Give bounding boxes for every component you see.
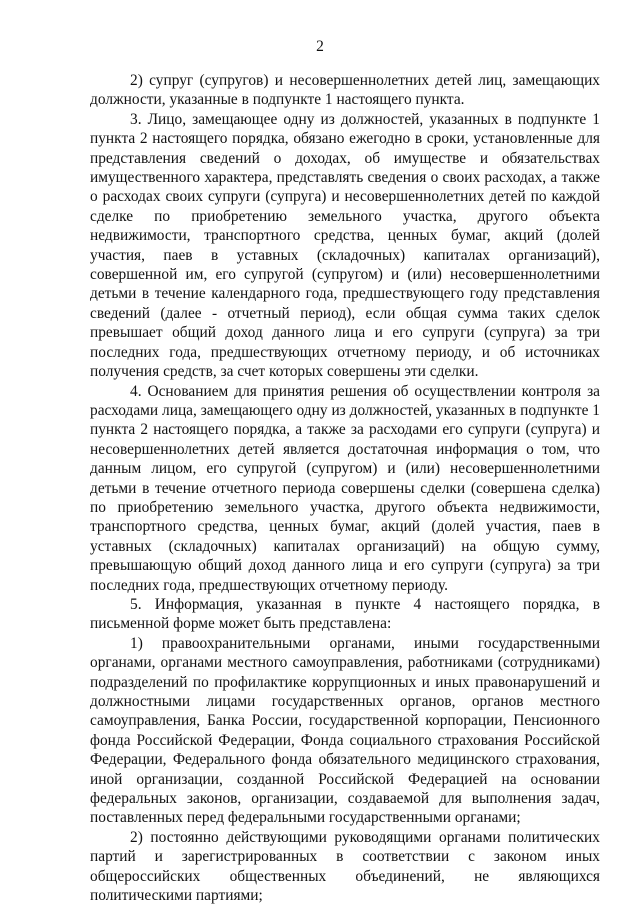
paragraph-point-5: 5. Информация, указанная в пункте 4 настоящего порядка, в письменной форме может быть представлена: <box>90 595 600 633</box>
page-number: 2 <box>316 38 324 55</box>
paragraph-point-5-item-2: 2) постоянно действующими руководящими органами политических партий и зарегистрированных в соответствии с законом иных общероссийских общественных объединений, не являющихся политическими партиями; <box>90 828 600 905</box>
paragraph-point-4: 4. Основанием для принятия решения об осуществлении контроля за расходами лица, замещающего одну из должностей, указанных в подпункте 1 пункта 2 настоящего порядка, а также за расходами его супруги (супруга) и несовершеннолетних детей является достаточная информация о том, что данным лицом, его супругой (супругом) и (или) несовершеннолетними детьми в течение отчетного периода совершены сделки (совершена сделка) по приобретению земельного участка, другого объекта недвижимости, транспортного средства, ценных бумаг, акций (долей участия, паев в уставных (складочных) капиталах организаций) на общую сумму, превышающую общий доход данного лица и его супруги (супруга) за три последних года, предшествующих отчетному периоду. <box>90 382 600 594</box>
document-body <box>90 71 600 905</box>
paragraph-point-5-item-1: 1) правоохранительными органами, иными государственными органами, органами местного самоуправления, работниками (сотрудниками) подразделений по профилактике коррупционных и иных правонарушений и должностными лицами государственных органов, органов местного самоуправления, Банка России, государственной корпорации, Пенсионного фонда Российской Федерации, Фонда социального страхования Российской Федерации, Федерального фонда обязательного медицинского страхования, иной организации, созданной Российской Федерацией на основании федеральных законов, организации, создаваемой для выполнения задач, поставленных перед федеральными государственными органами; <box>90 634 600 827</box>
paragraph-item-2-2: 2) супруг (супругов) и несовершеннолетних детей лиц, замещающих должности, указанные в подпункте 1 настоящего пункта. <box>90 72 600 109</box>
paragraph-point-3: 3. Лицо, замещающее одну из должностей, указанных в подпункте 1 пункта 2 настоящего порядка, обязано ежегодно в сроки, установленные для представления сведений о доходах, об имуществе и обязательствах имущественного характера, представлять сведения о своих расходах, а также о расходах своих супруги (супруга) и несовершеннолетних детей по каждой сделке по приобретению земельного участка, другого объекта недвижимости, транспортного средства, ценных бумаг, акций (долей участия, паев в уставных (складочных) капиталах организаций), совершенной им, его супругой (супругом) и (или) несовершеннолетними детьми в течение календарного года, предшествующего году представления сведений (далее - отчетный период), если общая сумма таких сделок превышает общий доход данного лица и его супруги (супруга) за три последних года, предшествующих отчетному периоду, и об источниках получения средств, за счет которых совершены эти сделки. <box>90 110 600 381</box>
